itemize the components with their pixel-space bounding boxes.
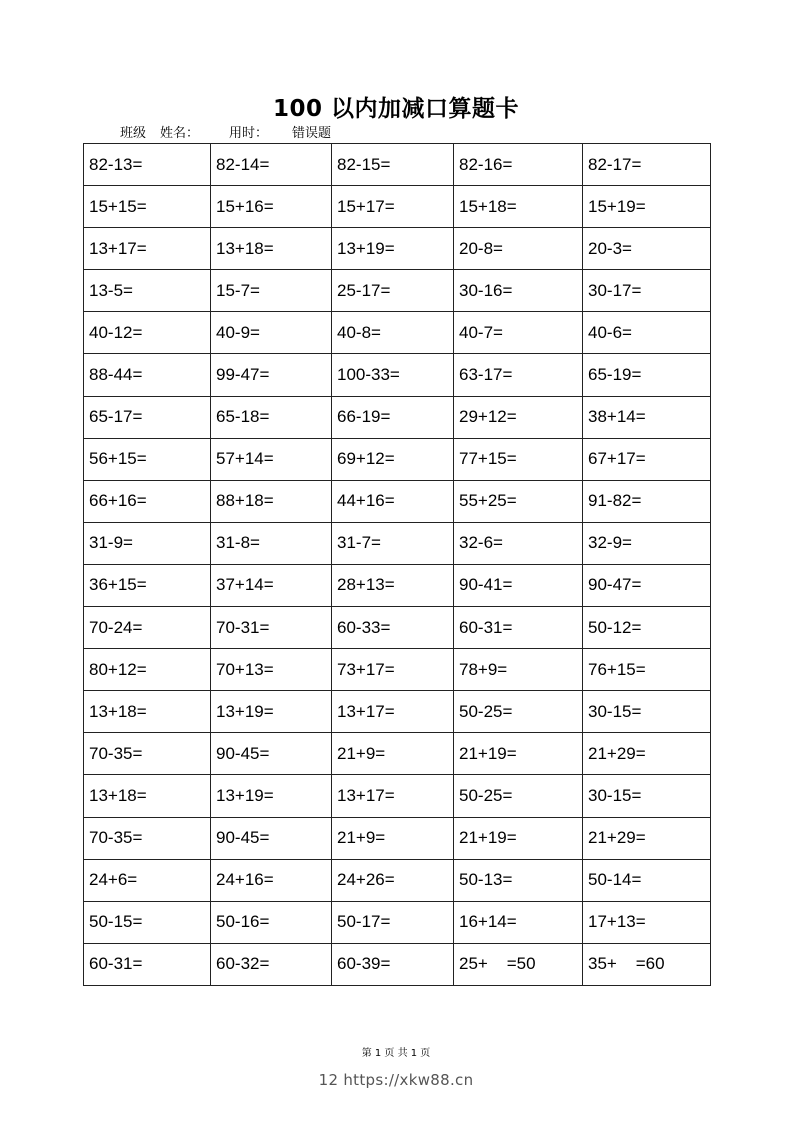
problem-cell: 15+19=	[583, 186, 711, 228]
problem-cell: 32-6=	[454, 522, 583, 564]
page-title: 100 以内加减口算题卡	[272, 96, 520, 122]
problem-cell: 63-17=	[454, 354, 583, 396]
problem-cell: 38+14=	[583, 396, 711, 438]
student-info-line	[120, 122, 331, 141]
problem-cell: 15+16=	[211, 186, 332, 228]
problem-cell: 30-15=	[583, 775, 711, 817]
problem-cell: 15-7=	[211, 270, 332, 312]
problem-cell: 60-39=	[332, 943, 454, 985]
problem-cell: 40-12=	[84, 312, 211, 354]
problem-cell: 36+15=	[84, 564, 211, 606]
problem-cell: 15+17=	[332, 186, 454, 228]
problem-row	[84, 312, 711, 354]
problem-cell: 13+17=	[332, 775, 454, 817]
problem-cell: 55+25=	[454, 480, 583, 522]
problem-cell: 32-9=	[583, 522, 711, 564]
problem-cell: 28+13=	[332, 564, 454, 606]
arithmetic-problem-grid	[83, 143, 711, 986]
problem-cell: 56+15=	[84, 438, 211, 480]
problem-cell: 60-33=	[332, 607, 454, 649]
problem-cell: 31-8=	[211, 522, 332, 564]
problem-cell: 67+17=	[583, 438, 711, 480]
problem-cell: 60-32=	[211, 943, 332, 985]
problem-cell: 80+12=	[84, 649, 211, 691]
page-number-footer: 第 1 页 共 1 页	[361, 1048, 431, 1059]
problem-cell: 17+13=	[583, 901, 711, 943]
problem-cell: 13+17=	[84, 228, 211, 270]
problem-cell: 20-3=	[583, 228, 711, 270]
problem-cell: 73+17=	[332, 649, 454, 691]
problem-cell: 30-17=	[583, 270, 711, 312]
problem-cell: 90-47=	[583, 564, 711, 606]
problem-row	[84, 607, 711, 649]
problem-cell: 13-5=	[84, 270, 211, 312]
problem-row	[84, 144, 711, 186]
problem-cell: 24+16=	[211, 859, 332, 901]
problem-row	[84, 901, 711, 943]
class-label: 班级	[120, 126, 147, 141]
problem-cell: 13+19=	[211, 775, 332, 817]
problem-cell: 82-13=	[84, 144, 211, 186]
problem-row	[84, 649, 711, 691]
problem-cell: 100-33=	[332, 354, 454, 396]
problem-row	[84, 396, 711, 438]
problem-cell: 90-41=	[454, 564, 583, 606]
problem-cell: 65-19=	[583, 354, 711, 396]
problem-row	[84, 438, 711, 480]
problem-cell: 88+18=	[211, 480, 332, 522]
problem-cell: 13+19=	[332, 228, 454, 270]
problem-cell: 88-44=	[84, 354, 211, 396]
problem-cell: 44+16=	[332, 480, 454, 522]
problem-cell: 57+14=	[211, 438, 332, 480]
problem-cell: 60-31=	[454, 607, 583, 649]
problem-cell: 50-25=	[454, 775, 583, 817]
problem-row	[84, 186, 711, 228]
problem-cell: 40-9=	[211, 312, 332, 354]
problem-cell: 65-18=	[211, 396, 332, 438]
problem-cell: 29+12=	[454, 396, 583, 438]
problem-cell: 82-14=	[211, 144, 332, 186]
problem-row	[84, 354, 711, 396]
problem-cell: 50-14=	[583, 859, 711, 901]
problem-cell: 60-31=	[84, 943, 211, 985]
problem-cell: 24+26=	[332, 859, 454, 901]
problem-row	[84, 775, 711, 817]
problem-cell: 65-17=	[84, 396, 211, 438]
problem-cell: 50-15=	[84, 901, 211, 943]
problem-cell: 25+ =50	[454, 943, 583, 985]
problem-cell: 13+18=	[211, 228, 332, 270]
problem-cell: 90-45=	[211, 733, 332, 775]
problem-cell: 21+29=	[583, 817, 711, 859]
problem-cell: 78+9=	[454, 649, 583, 691]
problem-cell: 13+17=	[332, 691, 454, 733]
problem-cell: 91-82=	[583, 480, 711, 522]
problem-cell: 77+15=	[454, 438, 583, 480]
problem-cell: 16+14=	[454, 901, 583, 943]
problem-cell: 40-8=	[332, 312, 454, 354]
problem-cell: 70+13=	[211, 649, 332, 691]
problem-cell: 76+15=	[583, 649, 711, 691]
problem-cell: 82-17=	[583, 144, 711, 186]
problem-cell: 70-24=	[84, 607, 211, 649]
problem-cell: 21+29=	[583, 733, 711, 775]
problem-row	[84, 270, 711, 312]
problem-row	[84, 691, 711, 733]
error-count-label: 错误题	[292, 126, 332, 141]
problem-cell: 90-45=	[211, 817, 332, 859]
problem-cell: 15+15=	[84, 186, 211, 228]
problem-cell: 24+6=	[84, 859, 211, 901]
problem-cell: 40-6=	[583, 312, 711, 354]
problem-grid-body	[84, 144, 711, 986]
problem-cell: 21+9=	[332, 733, 454, 775]
problem-row	[84, 522, 711, 564]
problem-cell: 20-8=	[454, 228, 583, 270]
problem-cell: 66+16=	[84, 480, 211, 522]
name-label: 姓名：	[160, 126, 200, 141]
problem-row	[84, 564, 711, 606]
source-watermark: 12 https://xkw88.cn	[318, 1071, 474, 1089]
problem-cell: 35+ =60	[583, 943, 711, 985]
problem-cell: 15+18=	[454, 186, 583, 228]
problem-cell: 25-17=	[332, 270, 454, 312]
problem-cell: 50-25=	[454, 691, 583, 733]
problem-cell: 82-15=	[332, 144, 454, 186]
problem-cell: 82-16=	[454, 144, 583, 186]
problem-cell: 13+18=	[84, 775, 211, 817]
problem-cell: 70-35=	[84, 733, 211, 775]
problem-cell: 31-7=	[332, 522, 454, 564]
problem-cell: 30-15=	[583, 691, 711, 733]
problem-cell: 50-12=	[583, 607, 711, 649]
problem-row	[84, 859, 711, 901]
problem-row	[84, 228, 711, 270]
problem-cell: 69+12=	[332, 438, 454, 480]
problem-cell: 70-35=	[84, 817, 211, 859]
problem-cell: 13+19=	[211, 691, 332, 733]
problem-cell: 50-17=	[332, 901, 454, 943]
problem-cell: 21+19=	[454, 733, 583, 775]
problem-cell: 66-19=	[332, 396, 454, 438]
problem-cell: 21+19=	[454, 817, 583, 859]
problem-cell: 99-47=	[211, 354, 332, 396]
problem-cell: 13+18=	[84, 691, 211, 733]
time-label: 用时：	[229, 126, 269, 141]
problem-cell: 50-13=	[454, 859, 583, 901]
problem-cell: 30-16=	[454, 270, 583, 312]
problem-row	[84, 733, 711, 775]
problem-row	[84, 943, 711, 985]
problem-cell: 37+14=	[211, 564, 332, 606]
problem-cell: 21+9=	[332, 817, 454, 859]
problem-cell: 70-31=	[211, 607, 332, 649]
problem-cell: 31-9=	[84, 522, 211, 564]
problem-cell: 50-16=	[211, 901, 332, 943]
problem-cell: 40-7=	[454, 312, 583, 354]
problem-row	[84, 817, 711, 859]
problem-row	[84, 480, 711, 522]
